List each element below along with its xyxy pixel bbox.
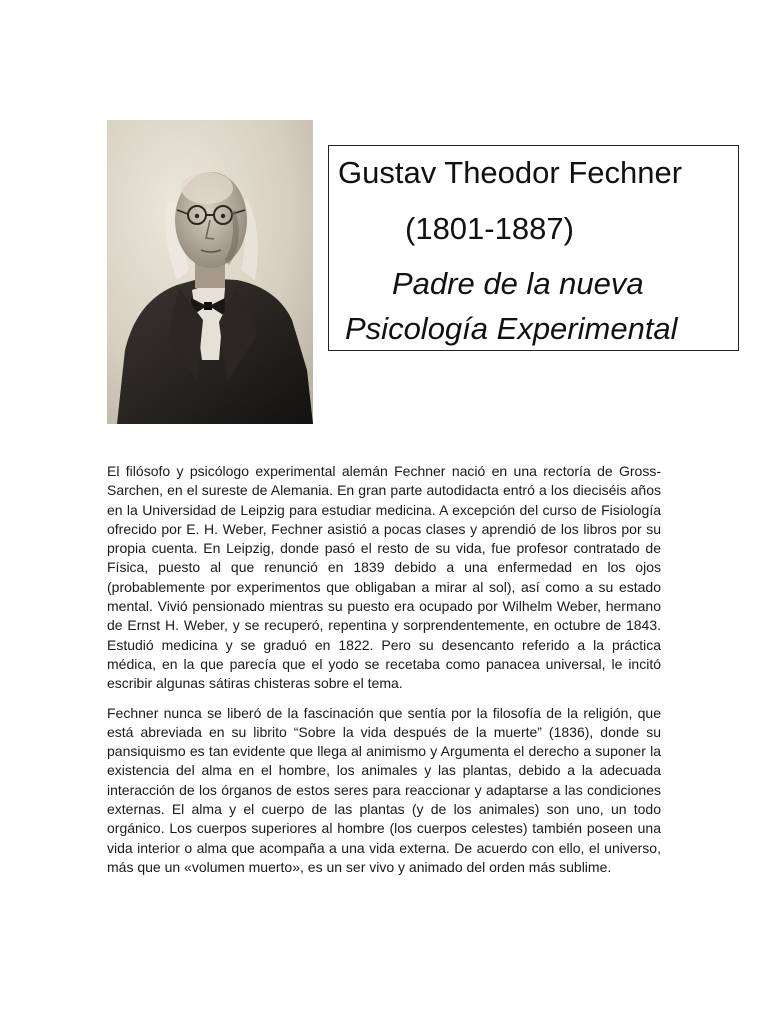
biography-text [107, 462, 661, 887]
subtitle-line-2: Psicología Experimental [345, 311, 678, 346]
biography-paragraph-1: El filósofo y psicólogo experimental alemán Fechner nació en una rectoría de Gross-Sarchen, en el sureste de Alemania. En gran parte autodidacta entró a los dieciséis años en la Universidad de Leipzig para estudiar medicina. A excepción del curso de Fisiología ofrecido por E. H. Weber, Fechner asistió a pocas clases y aprendió de los libros por su propia cuenta. En Leipzig, donde pasó el resto de su vida, fue profesor contratado de Física, puesto al que renunció en 1839 debido a una enfermedad en los ojos (probablemente por experimentos que obligaban a mirar al sol), así como a su estado mental. Vivió pensionado mientras su puesto era ocupado por Wilhelm Weber, hermano de Ernst H. Weber, y se recuperó, repentina y sorprendentemente, en octubre de 1843. Estudió medicina y se graduó en 1822. Pero su desencanto referido a la práctica médica, en la que parecía que el yodo se recetaba como panacea universal, le incitó escribir algunas sátiras chisteras sobre el tema. [107, 463, 661, 692]
portrait-photo [107, 120, 313, 424]
biography-paragraph-2: Fechner nunca se liberó de la fascinación que sentía por la filosofía de la religión, que está abreviada en su librito “Sobre la vida después de la muerte” (1836), donde su pansiquismo es tan evidente que llega al animismo y Argumenta el derecho a suponer la existencia del alma en el hombre, los animales y las plantas, debido a la adecuada interacción de los órganos de estos seres para reaccionar y adaptarse a las condiciones externas. El alma y el cuerpo de las plantas (y de los animales) son uno, un todo orgánico. Los cuerpos superiores al hombre (los cuerpos celestes) también poseen una vida interior o alma que acompaña a una vida externa. De acuerdo con ello, el universo, más que un «volumen muerto», es un ser vivo y animado del orden más sublime. [107, 704, 661, 875]
author-name: Gustav Theodor Fechner [338, 155, 683, 190]
subtitle-line-1: Padre de la nueva [392, 266, 644, 301]
author-years: (1801-1887) [405, 211, 574, 246]
portrait-illustration [107, 120, 313, 424]
title-box [328, 145, 739, 351]
